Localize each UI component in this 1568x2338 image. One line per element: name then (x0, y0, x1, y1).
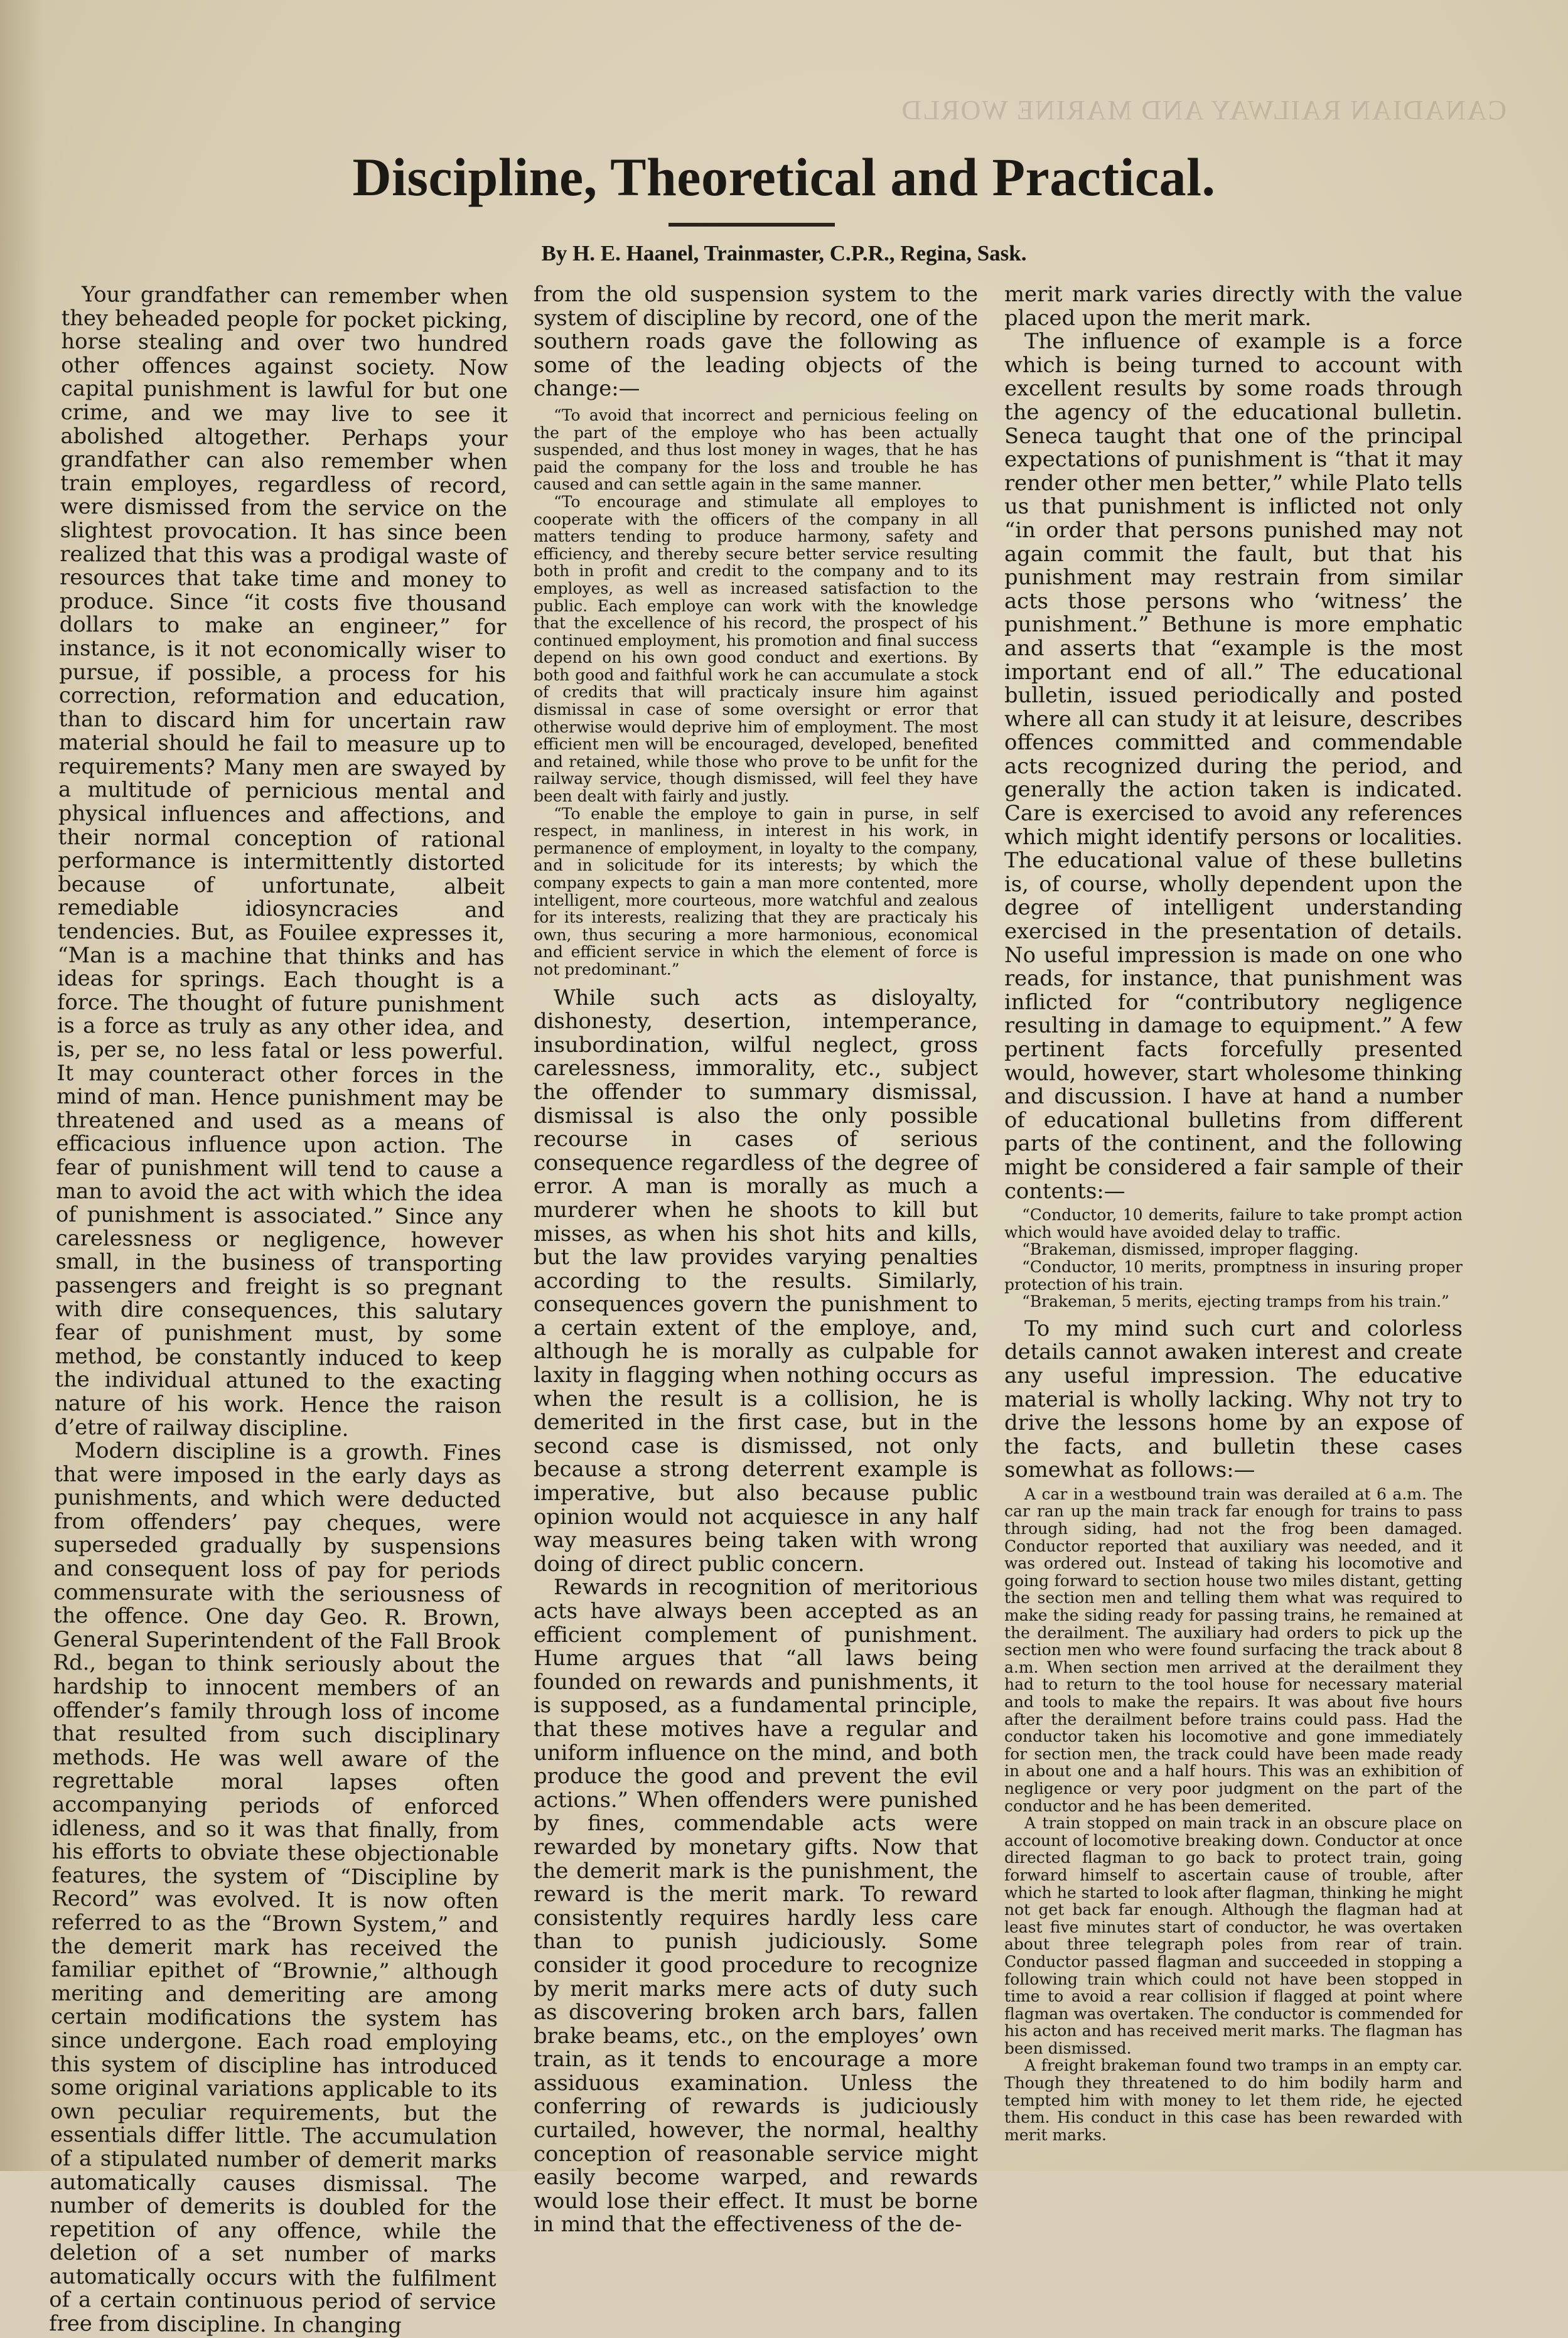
quote-paragraph: “Conductor, 10 merits, promptness in insuring proper protection of his train. (1004, 1257, 1463, 1294)
article-title: Discipline, Theoretical and Practical. (352, 147, 1216, 207)
bulletin-samples (1004, 1206, 1463, 1311)
paragraph: merit mark varies directly with the value placed upon the merit mark. (1004, 282, 1463, 330)
quote-paragraph: “To enable the employe to gain in purse, in self respect, in manliness, in interest in his work, in permanence of employment, in loyalty to the company, and in solicitude for its interests; by which the company expects to gain a man more contented, more intelligent, more courteous, more watchful and zealous for its interests, realizing that they are practicaly his own, thus securing a more harmonious, economical and efficient service in which the element of force is not predominant.” (534, 804, 978, 979)
quote-paragraph: “Conductor, 10 demerits, failure to take prompt action which would have avoided delay to traffic. (1004, 1206, 1463, 1241)
quoted-objects (534, 407, 978, 979)
bulletin-cases (1004, 1486, 1463, 2144)
page-gutter-shadow (0, 0, 44, 2171)
show-through-text: CANADIAN RAILWAY AND MARINE WORLD (900, 95, 1506, 126)
paragraph: Rewards in recognition of meritorious acts have always been accepted as an efficient complement of punishment. Hume argues that “all laws being founded on rewards and punishments, it is supposed, as a fundamental principle, that these motives have a regular and uniform influence on the mind, and both produce the good and prevent the evil actions.” When offenders were punished by fines, commendable acts were rewarded by monetary gifts. Now that the demerit mark is the punishment, the reward is the merit mark. To reward consistently requires hardly less care than to punish judiciously. Some consider it good procedure to recognize by merit marks mere acts of duty such as discovering broken arch bars, fallen brake beams, etc., on the employes’ own train, as it tends to encourage a more assiduous examination. Unless the conferring of rewards is judiciously curtailed, however, the normal, healthy conception of reasonable service might easily become warped, and rewards would lose their effect. It must be borne in mind that the effectiveness of the de- (534, 1575, 978, 2237)
paragraph: from the old suspension system to the system of discipline by record, one of the southern roads gave the following as some of the leading objects of the change:— (534, 282, 978, 401)
case-paragraph: A train stopped on main track in an obscure place on account of locomotive breaking down. Conductor at once directed flagman to go back to protect train, going forward himself to ascertain cause of trouble, after which he started to look after flagman, thinking he might not get back far enough. Although the flagman had at least five minutes start of conductor, he was overtaken about three telegraph poles from rear of train. Conductor passed flagman and succeeded in stopping a following train which could not have been stopped in time to avoid a rear collision if flagged at point where flagman was overtaken. The conductor is commended for his acton and has received merit marks. The flagman has been dismissed. (1004, 1814, 1463, 2057)
paragraph: The influence of example is a force which is being turned to account with excellent results by some roads through the agency of the educational bulletin. Seneca taught that one of the principal expectations of punishment is “that it may render other men better,” while Plato tells us that punishment is inflicted not only “in order that persons punished may not again commit the fault, but that his punishment may restrain from similar acts those persons who ‘witness’ the punishment.” Bethune is more emphatic and asserts that “example is the most important end of all.” The educational bulletin, issued periodically and posted where all can study it at leisure, describes offences committed and commendable acts recognized during the period, and generally the action taken is indicated. Care is exercised to avoid any references which might identify persons or localities. The educational value of these bulletins is, of course, wholly dependent upon the degree of intelligent understanding exercised in the presentation of details. No useful impression is made on one who reads, for instance, that punishment was inflicted for “contributory negligence resulting in damage to equipment.” A few pertinent facts forcefully presented would, however, start wholesome thinking and discussion. I have at hand a number of educational bulletins from different parts of the continent, and the following might be considered a fair sample of their contents:— (1004, 329, 1463, 1203)
column-1 (49, 282, 508, 2338)
quote-paragraph: “Brakeman, 5 merits, ejecting tramps from his train.” (1022, 1292, 1449, 1311)
quote-paragraph: “To encourage and stimulate all employes to cooperate with the officers of the company in all matters tending to produce harmony, safety and efficiency, and thereby secure better service resulting both in profit and credit to the company and to its employes, as well as increased satisfaction to the public. Each employe can work with the knowledge that the excellence of his record, the prospect of his continued employment, his promotion and final success depend on his own good conduct and exertions. By both good and faithful work he can accumulate a stock of credits that will practicaly insure him against dismissal in case of some oversight or error that otherwise would deprive him of employment. The most efficient men will be encouraged, developed, benefited and retained, while those who prove to be unfit for the railway service, though dismissed, will feel they have been dealt with fairly and justly. (534, 492, 978, 806)
title-rule (669, 223, 835, 227)
column-2 (534, 282, 978, 2237)
paragraph: Modern discipline is a growth. Fines that were imposed in the early days as punishments, and which were deducted from offenders’ pay cheques, were superseded gradually by suspensions and consequent loss of pay for periods commensurate with the seriousness of the offence. One day Geo. R. Brown, General Superintendent of the Fall Brook Rd., began to think seriously about the hardship to innocent members of an offender’s family through loss of income that resulted from such disciplinary methods. He was well aware of the regrettable moral lapses often accompanying periods of enforced idleness, and so it was that finally, from his efforts to obviate these objectionable features, the system of “Discipline by Record” was evolved. It is now often referred to as the “Brown System,” and the demerit mark has received the familiar epithet of “Brownie,” although meriting and demeriting are among certain modifications the system has since undergone. Each road employing this system of discipline has introduced some original variations applicable to its own peculiar requirements, but the essentials differ little. The accumulation of a stipulated number of demerit marks automatically causes dismissal. The number of demerits is doubled for the repetition of any offence, while the deletion of a set number of marks automatically occurs with the fulfilment of a certain continuous period of service free from discipline. In changing (49, 1438, 502, 2338)
byline: By H. E. Haanel, Trainmaster, C.P.R., Regina, Sask. (541, 241, 1027, 265)
paragraph: Your grandfather can remember when they beheaded people for pocket picking, horse stealing and over two hundred other offences against society. Now capital punishment is lawful for but one crime, and we may live to see it abolished altogether. Perhaps your grandfather can also remember when train employes, regardless of record, were dismissed from the service on the slightest provocation. It has since been realized that this was a prodigal waste of resources that take time and money to produce. Since “it costs five thousand dollars to make an engineer,” for instance, is it not economically wiser to pursue, if possible, a process for his correction, reformation and education, than to discard him for uncertain raw material should he fail to measure up to requirements? Many men are swayed by a multitude of pernicious mental and physical influences and affections, and their normal conception of rational performance is intermittently distorted because of unfortunate, albeit remediable idiosyncracies and tendencies. But, as Fouilee expresses it, “Man is a machine that thinks and has ideas for springs. Each thought is a force. The thought of future punishment is a force as truly as any other idea, and is, per se, no less fatal or less powerful. It may counteract other forces in the mind of man. Hence punishment may be threatened and used as a means of efficacious influence upon action. The fear of punishment will tend to cause a man to avoid the act with which the idea of punishment is associated.” Since any carelessness or negligence, however small, in the business of transporting passengers and freight is so pregnant with dire consequences, this salutary fear of punishment must, by some method, be constantly induced to keep the individual attuned to the exacting nature of his work. Hence the raison d’etre of railway discipline. (54, 282, 508, 1441)
quote-paragraph: “To avoid that incorrect and pernicious feeling on the part of the employe who has been actually suspended, and thus lost money in wages, that he has paid the company for the loss and trouble he has caused and can settle again in the same manner. (534, 405, 978, 494)
paragraph: While such acts as disloyalty, dishonesty, desertion, intemperance, insubordination, wilful neglect, gross carelessness, immorality, etc., subject the offender to summary dismissal, dismissal is also the only possible recourse in cases of serious consequence regardless of the degree of error. A man is morally as much a murderer when he shoots to kill but misses, as when his shot hits and kills, but the law provides varying penalties according to the results. Similarly, consequences govern the punishment to a certain extent of the employe, and, although he is morally as culpable for laxity in flagging when nothing occurs as when the result is a collision, he is demerited in the first case, but in the second case is dismissed, not only because a strong deterrent example is imperative, but also because public opinion would not acquiesce in any half way measures being taken with wrong doing of direct public concern. (534, 985, 978, 1576)
case-paragraph: A freight brakeman found two tramps in an empty car. Though they threatened to do him bodily harm and tempted him with money to let them ride, he ejected them. His conduct in this case has been rewarded with merit marks. (1004, 2056, 1463, 2144)
case-paragraph: A car in a westbound train was derailed at 6 a.m. The car ran up the main track far enough for trains to pass through siding, had not the frog been damaged. Conductor reported that auxiliary was needed, and it was ordered out. Instead of taking his locomotive and going forward to section house two miles distant, getting the section men and telling them what was required to make the siding ready for passing trains, he remained at the derailment. The auxiliary had orders to pick up the section men who were found surfacing the track about 8 a.m. When section men arrived at the derailment they had to return to the tool house for necessary material and tools to make the repairs. It was about five hours after the derailment before trains could pass. Had the conductor taken his locomotive and gone immediately for section men, the track could have been made ready in about one and a half hours. This was an exhibition of negligence or very poor judgment on the part of the conductor and he has been demerited. (1004, 1484, 1463, 1815)
column-3 (1004, 282, 1463, 2144)
paragraph: To my mind such curt and colorless details cannot awaken interest and create any useful impression. The educative material is wholly lacking. Why not try to drive the lessons home by an expose of the facts, and bulletin these cases somewhat as follows:— (1004, 1316, 1463, 1483)
quote-paragraph: “Brakeman, dismissed, improper flagging. (1022, 1240, 1359, 1259)
